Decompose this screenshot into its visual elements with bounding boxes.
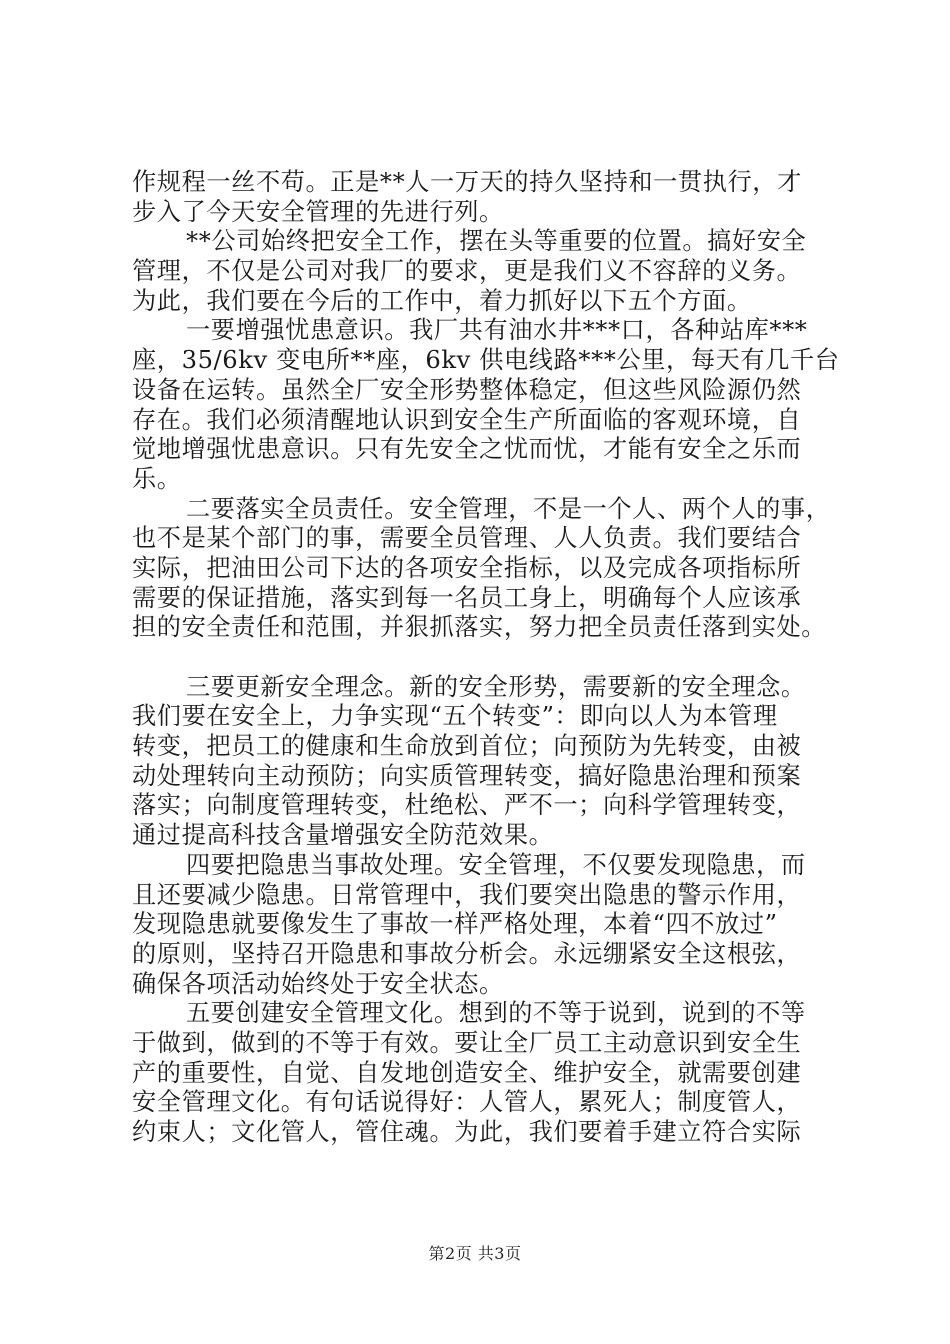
page-number-label: 第2页 共3页 (428, 1244, 522, 1263)
paragraph (132, 673, 832, 851)
paragraph-spacer (132, 643, 832, 673)
text-line: 管理，不仅是公司对我厂的要求，更是我们义不容辞的义务。 (132, 257, 802, 286)
text-line: 也不是某个部门的事，需要全员管理、人人负责。我们要结合 (132, 524, 802, 553)
text-line: 通过提高科技含量增强安全防范效果。 (132, 821, 554, 850)
text-line: 乐。 (132, 464, 182, 493)
paragraph (132, 316, 840, 494)
paragraph (132, 227, 832, 316)
paragraph (132, 999, 832, 1147)
text-line: 确保各项活动始终处于安全状态。 (132, 969, 504, 998)
document-body (132, 168, 840, 1148)
text-line: 担的安全责任和范围，并狠抓落实，努力把全员责任落到实处。 (132, 613, 827, 642)
paragraph (132, 495, 832, 643)
text-line: 需要的保证措施，落实到每一名员工身上，明确每个人应该承 (132, 583, 802, 612)
page-footer (0, 1243, 950, 1265)
text-line: 发现隐患就要像发生了事故一样严格处理，本着“四不放过” (132, 910, 778, 939)
text-line: **公司始终把安全工作，摆在头等重要的位置。搞好安全 (186, 227, 807, 256)
text-line: 四要把隐患当事故处理。安全管理，不仅要发现隐患，而 (186, 850, 806, 879)
text-line: 安全管理文化。有句话说得好：人管人，累死人；制度管人， (132, 1088, 802, 1117)
text-line: 步入了今天安全管理的先进行列。 (132, 197, 504, 226)
paragraph (132, 168, 832, 227)
text-line: 约束人；文化管人，管住魂。为此，我们要着手建立符合实际 (132, 1118, 802, 1146)
text-line: 觉地增强忧患意识。只有先安全之忧而忧，才能有安全之乐而 (132, 435, 802, 464)
text-line: 落实；向制度管理转变，杜绝松、严不一；向科学管理转变， (132, 791, 802, 820)
text-line: 设备在运转。虽然全厂安全形势整体稳定，但这些风险源仍然 (132, 375, 802, 404)
text-line: 转变，把员工的健康和生命放到首位；向预防为先转变，由被 (132, 732, 802, 761)
text-line: 动处理转向主动预防；向实质管理转变，搞好隐患治理和预案 (132, 761, 802, 790)
text-line: 且还要减少隐患。日常管理中，我们要突出隐患的警示作用， (132, 880, 802, 909)
text-line: 作规程一丝不苟。正是**人一万天的持久坚持和一贯执行，才 (132, 168, 802, 196)
text-line: 一要增强忧患意识。我厂共有油水井***口，各种站库*** (186, 316, 808, 345)
text-line: 五要创建安全管理文化。想到的不等于说到，说到的不等 (186, 999, 806, 1028)
text-line: 我们要在安全上，力争实现“五个转变”：即向以人为本管理 (132, 702, 778, 731)
text-line: 产的重要性，自觉、自发地创造安全、维护安全，就需要创建 (132, 1058, 802, 1087)
text-line: 的原则，坚持召开隐患和事故分析会。永远绷紧安全这根弦， (132, 939, 802, 968)
text-line: 座，35/6kv 变电所**座，6kv 供电线路***公里，每天有几千台 (132, 346, 840, 375)
text-line: 于做到，做到的不等于有效。要让全厂员工主动意识到安全生 (132, 1028, 802, 1057)
text-line: 三要更新安全理念。新的安全形势，需要新的安全理念。 (186, 672, 806, 701)
text-line: 实际，把油田公司下达的各项安全指标，以及完成各项指标所 (132, 553, 802, 582)
text-line: 为此，我们要在今后的工作中，着力抓好以下五个方面。 (132, 286, 752, 315)
text-line: 二要落实全员责任。安全管理，不是一个人、两个人的事， (186, 494, 831, 523)
paragraph (132, 851, 832, 999)
text-line: 存在。我们必须清醒地认识到安全生产所面临的客观环境，自 (132, 405, 802, 434)
